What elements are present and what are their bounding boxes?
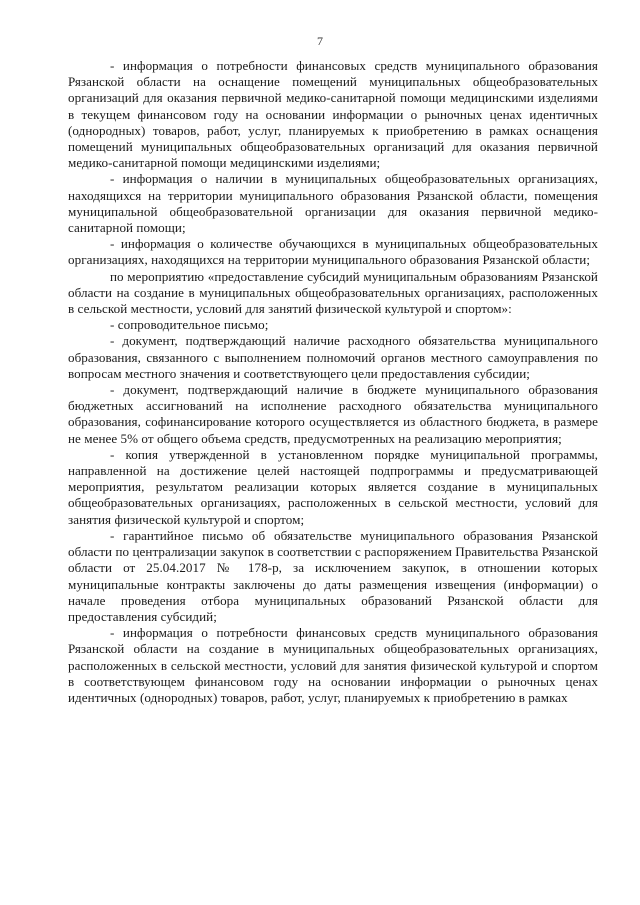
paragraph: - информация о наличии в муниципальных общеобразовательных организациях, находящихся на территории муниципального образования Рязанской области, помещения муниципальной общеобразовательной организации для оказания первичной медико-санитарной помощи;: [68, 171, 598, 236]
paragraph: - информация о потребности финансовых средств муниципального образования Рязанской области на оснащение помещений муниципальных общеобразовательных организаций для оказания первичной медико-санитарной помощи медицинскими изделиями в текущем финансовом году на основании информации о рыночных ценах идентичных (однородных) товаров, работ, услуг, планируемых к приобретению в рамках оснащения помещений муниципальных общеобразовательных организаций для оказания первичной медико-санитарной помощи медицинскими изделиями;: [68, 58, 598, 171]
paragraph: по мероприятию «предоставление субсидий муниципальным образованиям Рязанской области на создание в муниципальных общеобразовательных организациях, расположенных в сельской местности, условий для занятий физической культурой и спортом»:: [68, 268, 598, 317]
paragraph: - сопроводительное письмо;: [110, 317, 269, 333]
paragraph: - копия утвержденной в установленном порядке муниципальной программы, направленной на достижение целей настоящей подпрограммы и предусматривающей мероприятия, результатом реализации которых является создание в муниципальных общеобразовательных организациях, расположенных в сельской местности, условий для занятия физической культурой и спортом;: [68, 446, 598, 527]
paragraph: - информация о потребности финансовых средств муниципального образования Рязанской области на создание в муниципальных общеобразовательных организациях, расположенных в сельской местности, условий для занятия физической культурой и спортом в соответствующем финансовом году на основании информации о рыночных ценах идентичных (однородных) товаров, работ, услуг, планируемых к приобретению в рамках: [68, 625, 598, 705]
body-text: [68, 58, 598, 706]
paragraph: - документ, подтверждающий наличие расходного обязательства муниципального образования, связанного с выполнением полномочий органов местного самоуправления по вопросам местного значения и соответствующего цели предоставления субсидии;: [68, 333, 598, 381]
paragraph: - гарантийное письмо об обязательстве муниципального образования Рязанской области по централизации закупок в соответствии с распоряжением Правительства Рязанской области от 25.04.2017 № 178-р, за исключением закупок, в отношении которых муниципальные контракты заключены до даты размещения извещения (информации) о начале проведения отбора муниципальных образований Рязанской области для предоставления субсидий;: [68, 527, 598, 624]
page-number: 7: [317, 34, 323, 48]
paragraph: - информация о количестве обучающихся в муниципальных общеобразовательных организациях, находящихся на территории муниципального образования Рязанской области;: [68, 236, 598, 268]
paragraph: - документ, подтверждающий наличие в бюджете муниципального образования бюджетных ассигнований на исполнение расходного обязательства муниципального образования, софинансирование которого осуществляется из областного бюджета, в размере не менее 5% от общего объема средств, предусмотренных на реализацию мероприятия;: [68, 382, 598, 446]
